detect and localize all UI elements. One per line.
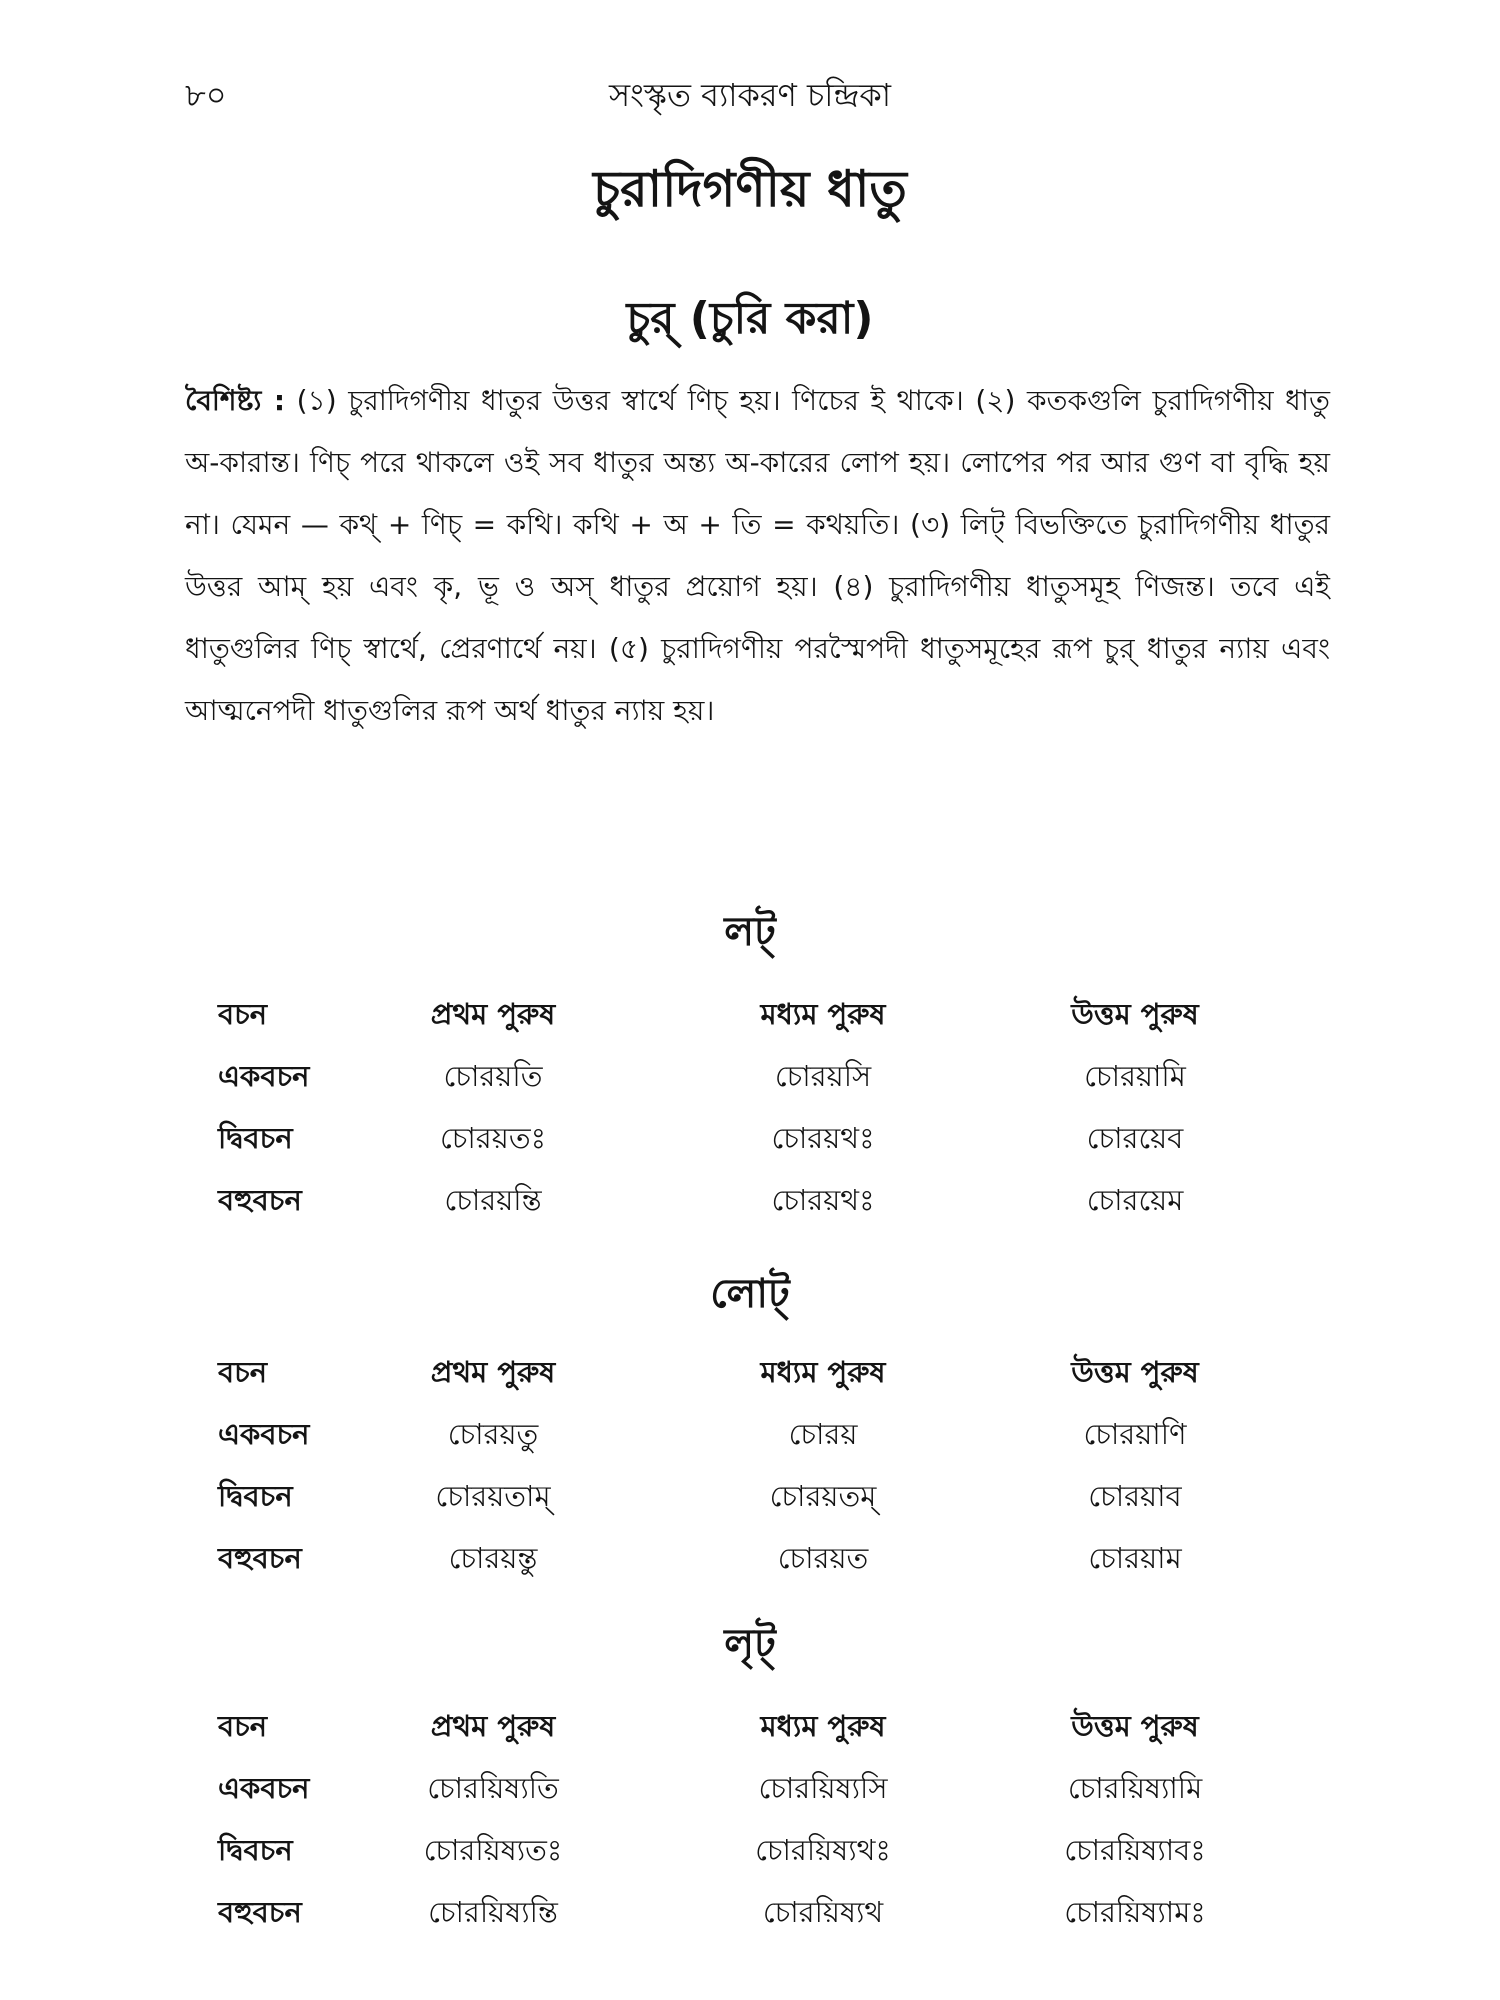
table-row: [0, 1412, 1500, 1462]
form-cell: চোরয়াব: [1088, 1479, 1182, 1513]
table-header-row: [0, 992, 1500, 1042]
form-cell: চোরয়থঃ: [771, 1183, 875, 1217]
form-cell: চোরয়াণি: [1083, 1417, 1187, 1451]
row-label: একবচন: [218, 1059, 310, 1093]
form-cell: চোরয়েব: [1086, 1121, 1184, 1155]
table-row: [0, 1890, 1500, 1940]
header-cell-number: বচন: [218, 1709, 268, 1743]
form-cell: চোরয়: [788, 1417, 858, 1451]
features-label: বৈশিষ্ট্য :: [185, 384, 286, 417]
row-label: দ্বিবচন: [218, 1121, 293, 1155]
header-cell-first-person: উত্তম পুরুষ: [1071, 1355, 1199, 1389]
form-cell: চোরয়ন্তি: [444, 1183, 542, 1217]
row-label: একবচন: [218, 1771, 310, 1805]
form-cell: চোরয়িষ্যাবঃ: [1064, 1833, 1206, 1867]
table-row: [0, 1116, 1500, 1166]
form-cell: চোরয়তম্: [769, 1479, 877, 1513]
table-row: [0, 1054, 1500, 1104]
root-heading: চুর্ (চুরি করা): [626, 293, 874, 344]
form-cell: চোরয়সি: [774, 1059, 872, 1093]
form-cell: চোরয়িষ্যতি: [427, 1771, 559, 1805]
form-cell: চোরয়িষ্যামঃ: [1064, 1895, 1206, 1929]
running-head: [0, 70, 1500, 120]
features-text: (১) চুরাদিগণীয় ধাতুর উত্তর স্বার্থে ণিচ্ হয়। ণিচের ই থাকে। (২) কতকগুলি চুরাদিগণীয় ধাতু অ-কারান্ত। ণিচ্ পরে থাকলে ওই সব ধাতুর অন্ত্য অ-কারের লোপ হয়। লোপের পর আর গুণ বা বৃদ্ধি হয় না। যেমন — কথ্ + ণিচ্ = কথি। কথি + অ + তি = কথয়তি। (৩) লিট্ বিভক্তিতে চুরাদিগণীয় ধাতুর উত্তর আম্ হয় এবং কৃ, ভূ ও অস্ ধাতুর প্রয়োগ হয়। (৪) চুরাদিগণীয় ধাতুসমূহ ণিজন্ত। তবে এই ধাতুগুলির ণিচ্ স্বার্থে, প্রেরণার্থে নয়। (৫) চুরাদিগণীয় পরস্মৈপদী ধাতুসমূহের রূপ চুর্ ধাতুর ন্যায় এবং আত্মনেপদী ধাতুগুলির রূপ অর্থ ধাতুর ন্যায় হয়।: [185, 384, 1330, 727]
chapter-title: চুরাদিগণীয় ধাতু: [593, 160, 907, 218]
form-cell: চোরয়িষ্যসি: [758, 1771, 888, 1805]
header-cell-third-person: প্রথম পুরুষ: [430, 997, 556, 1031]
row-label: দ্বিবচন: [218, 1479, 293, 1513]
header-cell-number: বচন: [218, 997, 268, 1031]
form-cell: চোরয়থঃ: [771, 1121, 875, 1155]
form-cell: চোরয়ামি: [1084, 1059, 1186, 1093]
header-cell-third-person: প্রথম পুরুষ: [430, 1355, 556, 1389]
header-cell-second-person: মধ্যম পুরুষ: [760, 1709, 886, 1743]
header-cell-third-person: প্রথম পুরুষ: [430, 1709, 556, 1743]
row-label: দ্বিবচন: [218, 1833, 293, 1867]
form-cell: চোরয়াম: [1088, 1541, 1182, 1575]
book-title: সংস্কৃত ব্যাকরণ চন্দ্রিকা: [608, 76, 891, 114]
table-row: [0, 1766, 1500, 1816]
tense-title: লোট্: [710, 1271, 790, 1317]
form-cell: চোরয়েম: [1086, 1183, 1184, 1217]
table-row: [0, 1536, 1500, 1586]
header-cell-first-person: উত্তম পুরুষ: [1071, 1709, 1199, 1743]
form-cell: চোরয়িষ্যামি: [1067, 1771, 1203, 1805]
row-label: বহুবচন: [218, 1183, 302, 1217]
table-row: [0, 1828, 1500, 1878]
form-cell: চোরয়িষ্যথঃ: [755, 1833, 891, 1867]
form-cell: চোরয়তঃ: [439, 1121, 547, 1155]
form-cell: চোরয়তু: [447, 1417, 539, 1451]
table-row: [0, 1474, 1500, 1524]
header-cell-second-person: মধ্যম পুরুষ: [760, 997, 886, 1031]
form-cell: চোরয়ত: [777, 1541, 869, 1575]
form-cell: চোরয়তি: [443, 1059, 543, 1093]
form-cell: চোরয়িষ্যন্তি: [428, 1895, 558, 1929]
form-cell: চোরয়িষ্যতঃ: [423, 1833, 563, 1867]
form-cell: চোরয়ন্তু: [448, 1541, 538, 1575]
row-label: বহুবচন: [218, 1541, 302, 1575]
table-header-row: [0, 1350, 1500, 1400]
row-label: বহুবচন: [218, 1895, 302, 1929]
form-cell: চোরয়তাম্: [435, 1479, 551, 1513]
table-header-row: [0, 1704, 1500, 1754]
tense-title: লট্: [724, 909, 776, 955]
row-label: একবচন: [218, 1417, 310, 1451]
tense-title: লৃট্: [724, 1621, 776, 1667]
header-cell-second-person: মধ্যম পুরুষ: [760, 1355, 886, 1389]
form-cell: চোরয়িষ্যথ: [762, 1895, 884, 1929]
table-row: [0, 1178, 1500, 1228]
header-cell-number: বচন: [218, 1355, 268, 1389]
features-paragraph: [185, 370, 1330, 742]
header-cell-first-person: উত্তম পুরুষ: [1071, 997, 1199, 1031]
page-number: ৮০: [185, 76, 227, 114]
